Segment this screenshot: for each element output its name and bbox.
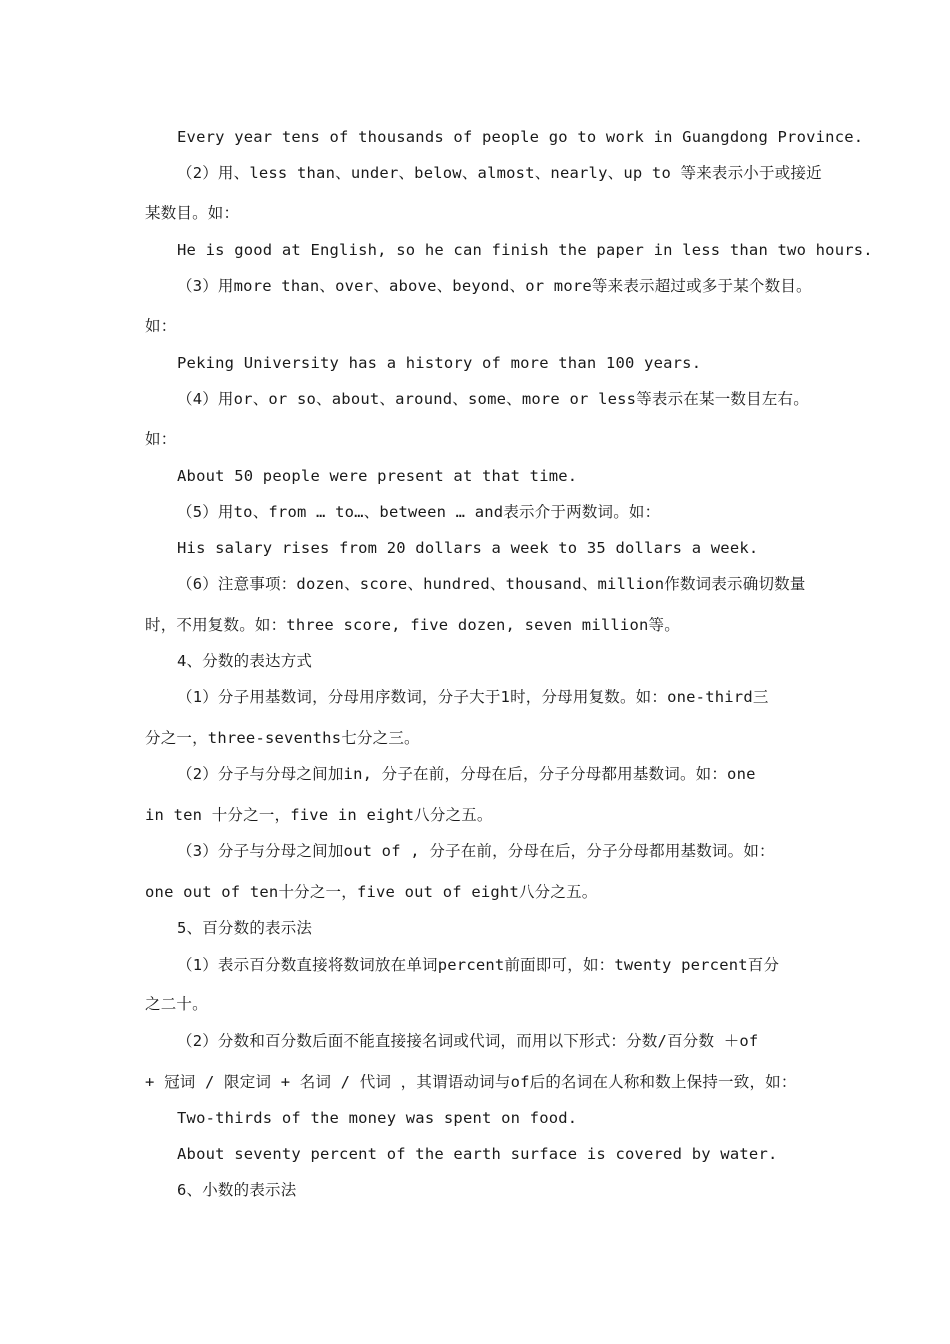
text-line: （2）用、less than、under、below、almost、nearly、up to 等来表示小于或接近 bbox=[177, 164, 822, 182]
text-line: 分之一，three-sevenths七分之三。 bbox=[145, 729, 420, 747]
section-heading: 5、百分数的表示法 bbox=[177, 919, 313, 937]
text-line: （3）用more than、over、above、beyond、or more等来表示超过或多于某个数目。 bbox=[177, 277, 812, 295]
text-line: （1）分子用基数词，分母用序数词，分子大于1时，分母用复数。如：one-third三 bbox=[177, 688, 769, 706]
text-line: 如： bbox=[145, 317, 177, 335]
text-line: （5）用to、from … to…、between … and表示介于两数词。如： bbox=[177, 503, 661, 521]
text-line: About seventy percent of the earth surface is covered by water. bbox=[177, 1145, 778, 1163]
text-line: （3）分子与分母之间加out of , 分子在前，分母在后，分子分母都用基数词。如： bbox=[177, 842, 775, 860]
text-line: （2）分子与分母之间加in, 分子在前，分母在后，分子分母都用基数词。如：one bbox=[177, 765, 756, 783]
text-line: （2）分数和百分数后面不能直接接名词或代词，而用以下形式：分数/百分数 ＋of bbox=[177, 1032, 759, 1050]
text-line: About 50 people were present at that time. bbox=[177, 467, 578, 485]
section-heading: 4、分数的表达方式 bbox=[177, 652, 313, 670]
text-line: （4）用or、or so、about、around、some、more or less等表示在某一数目左右。 bbox=[177, 390, 809, 408]
text-line: in ten 十分之一，five in eight八分之五。 bbox=[145, 806, 493, 824]
text-line: （1）表示百分数直接将数词放在单词percent前面即可，如：twenty percent百分 bbox=[177, 956, 780, 974]
text-line: 时，不用复数。如：three score, five dozen, seven million等。 bbox=[145, 616, 680, 634]
text-line: His salary rises from 20 dollars a week to 35 dollars a week. bbox=[177, 539, 759, 557]
text-line: + 冠词 / 限定词 + 名词 / 代词 ，其谓语动词与of后的名词在人称和数上保持一致，如： bbox=[145, 1073, 797, 1091]
text-line: 如： bbox=[145, 430, 177, 448]
text-line: one out of ten十分之一，five out of eight八分之五。 bbox=[145, 883, 598, 901]
text-line: 之二十。 bbox=[145, 995, 208, 1013]
text-line: Two-thirds of the money was spent on food. bbox=[177, 1109, 578, 1127]
text-line: Peking University has a history of more than 100 years. bbox=[177, 354, 702, 372]
text-line: （6）注意事项：dozen、score、hundred、thousand、million作数词表示确切数量 bbox=[177, 575, 806, 593]
text-line: He is good at English, so he can finish the paper in less than two hours. bbox=[177, 241, 873, 259]
text-line: 某数目。如： bbox=[145, 204, 240, 222]
section-heading: 6、小数的表示法 bbox=[177, 1181, 297, 1199]
text-line: Every year tens of thousands of people go to work in Guangdong Province. bbox=[177, 128, 864, 146]
